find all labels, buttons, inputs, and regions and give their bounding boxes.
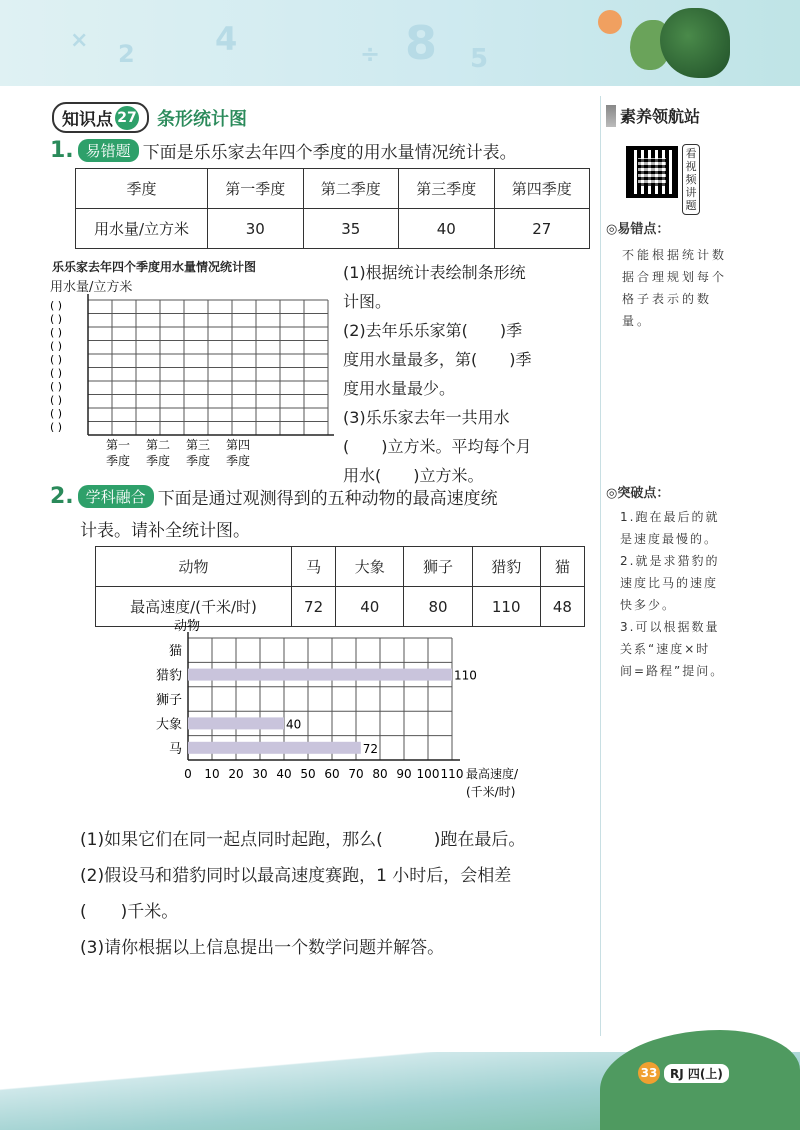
subquestion-line: 计图。 [343, 292, 392, 311]
table-header-cell: 第四季度 [494, 169, 590, 209]
x-tick-label: 90 [396, 767, 412, 781]
animal-speed-table [95, 546, 585, 627]
table-cell: 用水量/立方米 [76, 209, 208, 249]
sidebar-divider [600, 96, 601, 1036]
table-row [96, 547, 585, 587]
x-tick-label: 第三 [186, 438, 211, 452]
question-2-subquestions [80, 822, 600, 966]
x-tick-label: 110 [440, 767, 464, 781]
error-point-note: 不能根据统计数 据合理规划每个 格子表示的数 量。 [622, 248, 728, 328]
y-tick-placeholder: ( ) [50, 380, 63, 393]
subquestion-line: 用水( )立方米。 [343, 466, 484, 485]
table-header-cell: 狮子 [404, 547, 472, 587]
question-number: 2. [50, 484, 74, 509]
x-tick-label: 季度 [186, 454, 211, 468]
category-label: 狮子 [155, 693, 182, 708]
decor-char: 8 [405, 16, 438, 70]
page-number-value: 33 [638, 1062, 660, 1084]
y-tick-placeholder: ( ) [50, 420, 63, 434]
y-tick-placeholder: ( ) [50, 366, 63, 380]
knowledge-point-badge [52, 102, 149, 133]
table-header-cell: 动物 [96, 547, 292, 587]
y-axis-unit: 用水量/立方米 [50, 280, 133, 295]
question-2-heading [50, 484, 498, 509]
table-cell: 40 [399, 209, 495, 249]
page-number [638, 1062, 729, 1084]
subquestion-line: 度用水量最多，第( )季 [343, 350, 532, 369]
breakthrough-notes: 1.跑在最后的就 是速度最慢的。 2.就是求猎豹的 速度比马的速度 快多少。 3.可以根据数量 关系“速度×时 间=路程”提问。 [620, 510, 725, 678]
subquestion-line: (1)根据统计表绘制条形统 [343, 263, 526, 282]
category-label: 大象 [155, 717, 182, 733]
animal-speed-chart [140, 616, 560, 812]
question-prompt: 下面是乐乐家去年四个季度的用水量情况统计表。 [142, 143, 517, 163]
x-tick-label: 80 [372, 767, 388, 781]
y-tick-placeholder: ( ) [50, 407, 63, 420]
table-cell: 最高速度/(千米/时) [96, 587, 292, 627]
x-tick-label: 50 [300, 767, 316, 781]
chart-title: 乐乐家去年四个季度用水量情况统计图 [52, 260, 257, 274]
knowledge-point-number: 27 [115, 106, 139, 130]
subquestion-line: 度用水量最少。 [343, 379, 456, 398]
knowledge-point-title: 条形统计图 [157, 108, 247, 130]
error-point-label: ◎易错点： [606, 222, 670, 237]
table-header-cell: 大象 [336, 547, 404, 587]
data-label: 72 [362, 741, 379, 756]
question-number: 1. [50, 138, 74, 163]
x-tick-label: 100 [416, 767, 440, 781]
table-cell: 40 [336, 587, 404, 627]
subquestion-line: (1)如果它们在同一起点同时起跑，那么( )跑在最后。 [80, 830, 526, 850]
x-tick-label: 季度 [106, 454, 131, 468]
y-axis-label: 动物 [174, 619, 201, 634]
decor-char: 2 [118, 40, 135, 68]
sidebar-heading [606, 104, 700, 127]
sidebar-title: 素养领航站 [620, 104, 700, 127]
table-header-cell: 第三季度 [399, 169, 495, 209]
question-tag: 学科融合 [78, 485, 154, 508]
breakthrough-label: ◎突破点： [606, 486, 670, 501]
table-header-cell: 猎豹 [472, 547, 540, 587]
water-usage-table [75, 168, 590, 249]
x-tick-label: 第四 [226, 438, 251, 452]
y-tick-placeholder: ( ) [50, 339, 63, 353]
book-icon [606, 105, 616, 127]
question-prompt-continued: 计表。请补全统计图。 [80, 521, 250, 541]
table-header-cell: 马 [292, 547, 336, 587]
table-cell: 80 [404, 587, 472, 627]
edition-label: RJ 四(上) [664, 1064, 729, 1083]
table-row [76, 209, 590, 249]
x-tick-label: 30 [252, 767, 268, 781]
subquestion-line: (2)假设马和猎豹同时以最高速度赛跑，1 小时后，会相差 [80, 866, 512, 886]
question-prompt: 下面是通过观测得到的五种动物的最高速度统 [157, 489, 498, 509]
table-cell: 110 [472, 587, 540, 627]
x-tick-label: 60 [324, 767, 340, 781]
table-row [76, 169, 590, 209]
leaf-illustration [660, 8, 730, 78]
y-tick-placeholder: ( ) [50, 299, 63, 312]
subquestion-line: ( )千米。 [80, 902, 179, 922]
table-cell: 27 [494, 209, 590, 249]
data-label: 110 [454, 668, 477, 683]
subquestion-line: (3)乐乐家去年一共用水 [343, 408, 510, 427]
subquestion-line: (2)去年乐乐家第( )季 [343, 321, 523, 340]
table-header-cell: 猫 [540, 547, 584, 587]
decor-char: 4 [215, 20, 238, 58]
x-axis-label: 最高速度/ [466, 767, 519, 781]
y-tick-placeholder: ( ) [50, 326, 63, 339]
table-cell: 48 [540, 587, 584, 627]
x-axis-label: (千米/时) [466, 785, 516, 799]
subquestion-line: (3)请你根据以上信息提出一个数学问题并解答。 [80, 938, 445, 958]
flower-illustration [598, 10, 622, 34]
knowledge-point-heading [52, 102, 247, 133]
y-tick-placeholder: ( ) [50, 393, 63, 407]
subquestion-line: ( )立方米。平均每个月 [343, 437, 532, 456]
x-tick-label: 季度 [146, 454, 171, 468]
x-tick-label: 0 [184, 767, 192, 781]
table-header-cell: 季度 [76, 169, 208, 209]
x-tick-label: 第二 [146, 438, 171, 452]
x-tick-label: 40 [276, 767, 292, 781]
y-tick-placeholder: ( ) [50, 312, 63, 326]
table-header-cell: 第一季度 [208, 169, 304, 209]
data-label: 40 [286, 717, 302, 732]
table-cell: 30 [208, 209, 304, 249]
header-band [0, 0, 800, 86]
bar [188, 669, 452, 681]
question-tag: 易错题 [78, 139, 139, 162]
category-label: 猎豹 [155, 668, 182, 684]
table-cell: 35 [303, 209, 399, 249]
x-tick-label: 10 [204, 767, 220, 781]
decor-char: × [70, 28, 89, 53]
x-tick-label: 70 [348, 767, 364, 781]
category-label: 猫 [168, 644, 182, 660]
table-cell: 72 [292, 587, 336, 627]
category-label: 马 [168, 741, 182, 757]
table-header-cell: 第二季度 [303, 169, 399, 209]
video-tag[interactable]: 看视频讲题 [682, 144, 700, 215]
x-tick-label: 20 [228, 767, 244, 781]
x-tick-label: 季度 [226, 454, 251, 468]
decor-char: ÷ [360, 40, 381, 68]
question-1-heading [50, 138, 517, 163]
bar [188, 742, 361, 754]
qr-code-icon[interactable] [626, 146, 678, 198]
y-tick-placeholder: ( ) [50, 353, 63, 366]
decor-char: 5 [470, 44, 489, 74]
question-1-subquestions [343, 258, 603, 490]
water-usage-chart [40, 290, 340, 482]
knowledge-point-label: 知识点 [62, 110, 113, 130]
x-tick-label: 第一 [106, 438, 131, 452]
bar [188, 717, 284, 729]
